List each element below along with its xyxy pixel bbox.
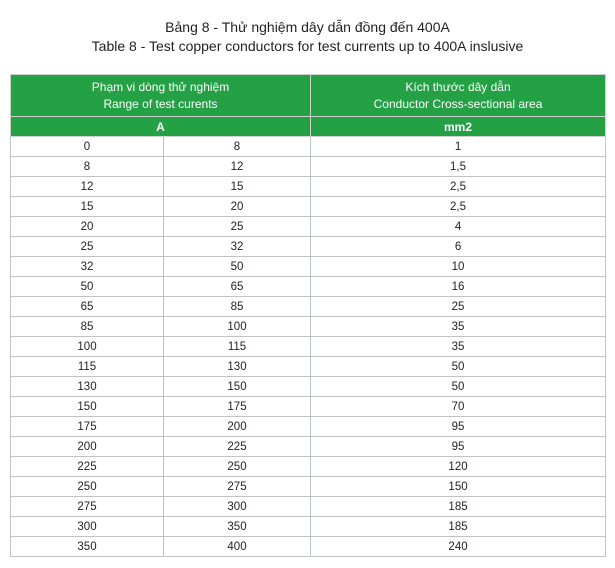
range-from-cell: 32: [11, 257, 164, 277]
table-row: [11, 537, 606, 557]
title-english: Table 8 - Test copper conductors for test currents up to 400A inslusive: [91, 38, 524, 54]
range-to-cell: 150: [164, 377, 311, 397]
range-from-cell: 15: [11, 197, 164, 217]
table-row: [11, 437, 606, 457]
header-test-current-range: [11, 75, 311, 117]
range-from-cell: 250: [11, 477, 164, 497]
conductor-area-cell: 35: [311, 337, 606, 357]
header-row: [11, 75, 606, 117]
conductor-area-cell: 2,5: [311, 197, 606, 217]
range-from-cell: 225: [11, 457, 164, 477]
conductor-area-cell: 70: [311, 397, 606, 417]
conductor-area-cell: 95: [311, 417, 606, 437]
range-to-cell: 175: [164, 397, 311, 417]
conductor-size-table: [10, 74, 606, 557]
range-to-cell: 225: [164, 437, 311, 457]
conductor-area-cell: 6: [311, 237, 606, 257]
unit-amperes: A: [11, 117, 311, 137]
conductor-area-cell: 10: [311, 257, 606, 277]
range-from-cell: 300: [11, 517, 164, 537]
conductor-area-cell: 240: [311, 537, 606, 557]
table-body: [11, 137, 606, 557]
table-row: [11, 477, 606, 497]
conductor-area-cell: 150: [311, 477, 606, 497]
table-row: [11, 157, 606, 177]
range-from-cell: 130: [11, 377, 164, 397]
range-from-cell: 0: [11, 137, 164, 157]
conductor-area-cell: 16: [311, 277, 606, 297]
unit-row: [11, 117, 606, 137]
conductor-area-cell: 50: [311, 377, 606, 397]
unit-square-millimeters: mm2: [311, 117, 606, 137]
conductor-area-cell: 185: [311, 517, 606, 537]
table-row: [11, 257, 606, 277]
conductor-area-cell: 25: [311, 297, 606, 317]
table-row: [11, 197, 606, 217]
conductor-area-cell: 4: [311, 217, 606, 237]
range-to-cell: 25: [164, 217, 311, 237]
conductor-area-cell: 50: [311, 357, 606, 377]
range-to-cell: 275: [164, 477, 311, 497]
range-from-cell: 100: [11, 337, 164, 357]
header-conductor-area: [311, 75, 606, 117]
range-from-cell: 65: [11, 297, 164, 317]
conductor-area-cell: 1,5: [311, 157, 606, 177]
header-test-current-range-en: Range of test curents: [103, 96, 218, 111]
range-to-cell: 32: [164, 237, 311, 257]
range-to-cell: 15: [164, 177, 311, 197]
table-row: [11, 377, 606, 397]
table-row: [11, 237, 606, 257]
table-row: [11, 297, 606, 317]
conductor-area-cell: 185: [311, 497, 606, 517]
table-row: [11, 337, 606, 357]
range-to-cell: 20: [164, 197, 311, 217]
range-to-cell: 400: [164, 537, 311, 557]
range-to-cell: 12: [164, 157, 311, 177]
range-from-cell: 275: [11, 497, 164, 517]
range-from-cell: 175: [11, 417, 164, 437]
header-conductor-area-en: Conductor Cross-sectional area: [373, 96, 543, 111]
range-from-cell: 50: [11, 277, 164, 297]
header-conductor-area-vi: Kích thước dây dẫn: [405, 79, 511, 94]
conductor-area-cell: 95: [311, 437, 606, 457]
range-to-cell: 100: [164, 317, 311, 337]
range-to-cell: 350: [164, 517, 311, 537]
range-to-cell: 250: [164, 457, 311, 477]
range-from-cell: 8: [11, 157, 164, 177]
range-to-cell: 50: [164, 257, 311, 277]
table-row: [11, 397, 606, 417]
conductor-area-cell: 120: [311, 457, 606, 477]
conductor-area-cell: 2,5: [311, 177, 606, 197]
table-row: [11, 517, 606, 537]
conductor-area-cell: 35: [311, 317, 606, 337]
table-row: [11, 137, 606, 157]
table-row: [11, 217, 606, 237]
range-from-cell: 350: [11, 537, 164, 557]
conductor-area-cell: 1: [311, 137, 606, 157]
range-from-cell: 85: [11, 317, 164, 337]
range-to-cell: 300: [164, 497, 311, 517]
range-to-cell: 65: [164, 277, 311, 297]
range-to-cell: 8: [164, 137, 311, 157]
table-title: [0, 18, 615, 56]
range-from-cell: 150: [11, 397, 164, 417]
range-from-cell: 12: [11, 177, 164, 197]
table-row: [11, 277, 606, 297]
range-from-cell: 115: [11, 357, 164, 377]
range-from-cell: 25: [11, 237, 164, 257]
range-from-cell: 200: [11, 437, 164, 457]
range-to-cell: 200: [164, 417, 311, 437]
table-row: [11, 317, 606, 337]
table-row: [11, 357, 606, 377]
table-row: [11, 497, 606, 517]
range-to-cell: 130: [164, 357, 311, 377]
range-from-cell: 20: [11, 217, 164, 237]
range-to-cell: 85: [164, 297, 311, 317]
title-vietnamese: Bảng 8 - Thử nghiệm dây dẫn đồng đến 400A: [165, 19, 450, 35]
range-to-cell: 115: [164, 337, 311, 357]
header-test-current-range-vi: Phạm vi dòng thử nghiệm: [91, 79, 230, 94]
table-row: [11, 177, 606, 197]
table-row: [11, 457, 606, 477]
table-row: [11, 417, 606, 437]
